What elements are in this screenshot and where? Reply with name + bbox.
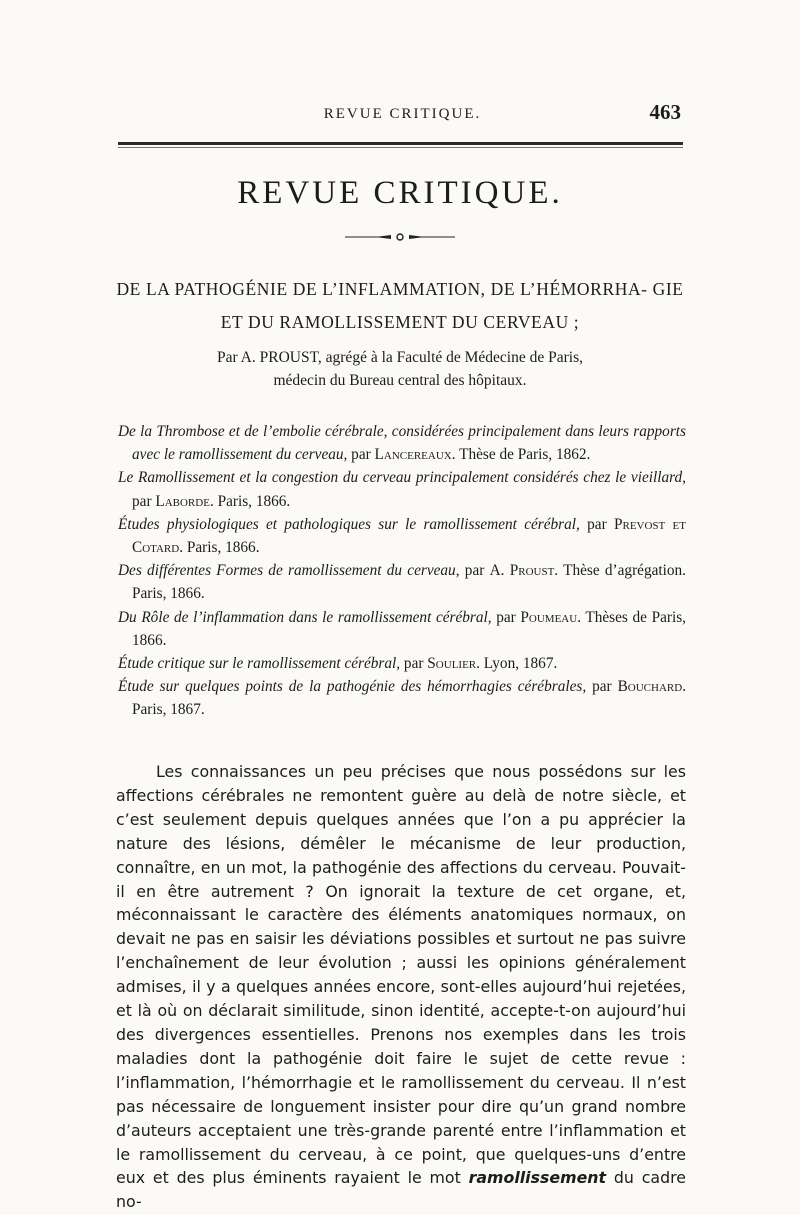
reference-details: . Paris, 1867. — [132, 678, 687, 719]
header-rule — [118, 142, 683, 145]
body-emphasis: ramollissement — [468, 1168, 607, 1188]
reference-author: Soulier — [427, 655, 477, 673]
section-title: REVUE CRITIQUE. — [237, 175, 563, 211]
reference-par: par — [579, 515, 614, 533]
reference-details: . Lyon, 1867. — [476, 655, 558, 673]
reference-item — [118, 606, 686, 652]
reference-par: par — [491, 608, 521, 626]
reference-author: Poumeau — [520, 608, 578, 626]
reference-details: . Thèses de Paris, 1866. — [132, 608, 686, 649]
reference-author: A. Proust — [489, 562, 555, 580]
author-line: Par A. PROUST, agrégé à la Faculté de Médecine de Paris, — [216, 349, 583, 366]
article-title: DE LA PATHOGÉNIE DE L’INFLAMMATION, DE L’HÉMORRHA- GIE ET DU RAMOLLISSEMENT DU CERVEAU ; — [116, 279, 684, 332]
reference-par: par — [459, 562, 490, 580]
reference-item — [118, 466, 686, 512]
reference-title: Étude critique sur le ramollissement cérébral, — [118, 655, 401, 673]
reference-title: Études physiologiques et pathologiques sur le ramollissement cérébral, — [118, 515, 580, 533]
reference-details: . Paris, 1866. — [179, 539, 260, 557]
reference-item — [118, 513, 686, 559]
reference-author: Prevost et Cotard — [132, 515, 686, 557]
reference-author: Laborde — [155, 492, 210, 510]
running-head — [120, 100, 685, 128]
reference-details: . Thèse de Paris, 1862. — [451, 446, 591, 464]
page-number: 463 — [649, 100, 681, 124]
reference-par: par — [132, 492, 156, 510]
header-rule-thin — [118, 147, 683, 148]
reference-title: Des différentes Formes de ramollissement du cerveau, — [118, 562, 460, 580]
ornament-divider — [345, 230, 455, 244]
reference-details: . Paris, 1866. — [209, 492, 291, 510]
reference-par: par — [400, 655, 428, 673]
reference-title: Le Ramollissement et la congestion du cerveau principalement considérés chez le vieillard, — [118, 469, 686, 487]
reference-item — [118, 675, 686, 721]
reference-author: Lancereaux — [374, 446, 452, 464]
author-block — [112, 346, 688, 392]
running-title: REVUE CRITIQUE. — [323, 106, 482, 122]
reference-author: Bouchard — [617, 678, 683, 696]
reference-title: Du Rôle de l’inflammation dans le ramollissement cérébral, — [118, 608, 492, 626]
body-text-end: du cadre no- — [116, 1168, 686, 1212]
references-list — [118, 420, 686, 722]
reference-details: . Thèse d’agrégation. Paris, 1866. — [132, 562, 687, 603]
reference-item — [118, 559, 686, 605]
reference-par: par — [586, 678, 618, 696]
reference-item — [118, 420, 686, 466]
reference-title: De la Thrombose et de l’embolie cérébrale, considérées principalement dans leurs rapports avec le ramollissement du cerveau, — [118, 423, 686, 464]
reference-par: par — [347, 446, 375, 464]
reference-title: Étude sur quelques points de la pathogénie des hémorrhagies cérébrales, — [118, 678, 587, 696]
body-paragraph — [116, 760, 686, 1214]
reference-item — [118, 652, 686, 675]
body-text-part: Les connaissances un peu précises que nous possédons sur les affections cérébrales ne remontent guère au delà de notre siècle, et c’est seulement depuis quelques années que l’on a pu apprécier la nature des lésions, démêler le mécanisme de leur production, connaître, en un mot, la pathogénie des affections du cerveau. Pouvait-il en être autrement ? On ignorait la texture de cet organe, et, méconnaissant le caractère des éléments anatomiques normaux, on devait ne pas en saisir les déviations possibles et surtout ne pas suivre l’enchaînement de leur évolution ; aussi les opinions généralement admises, il y a quelques années encore, sont-elles aujourd’hui rejetées, et là où on déclarait similitude, sinon identité, accepte-t-on aujourd’hui des divergences essentielles. Prenons nos exemples dans les trois maladies dont la pathogénie doit faire le sujet de cette revue : l’inflammation, l’hémorrhagie et le ramollissement du cerveau. Il n’est pas nécessaire de longuement insister pour dire qu’un grand nombre d’auteurs acceptaient une très-grande parenté entre l’inflammation et le ramollissement du cerveau, à ce point, que quelques-uns d’entre eux et des plus éminents rayaient le mot — [116, 762, 686, 1188]
author-affiliation: médecin du Bureau central des hôpitaux. — [273, 372, 527, 389]
